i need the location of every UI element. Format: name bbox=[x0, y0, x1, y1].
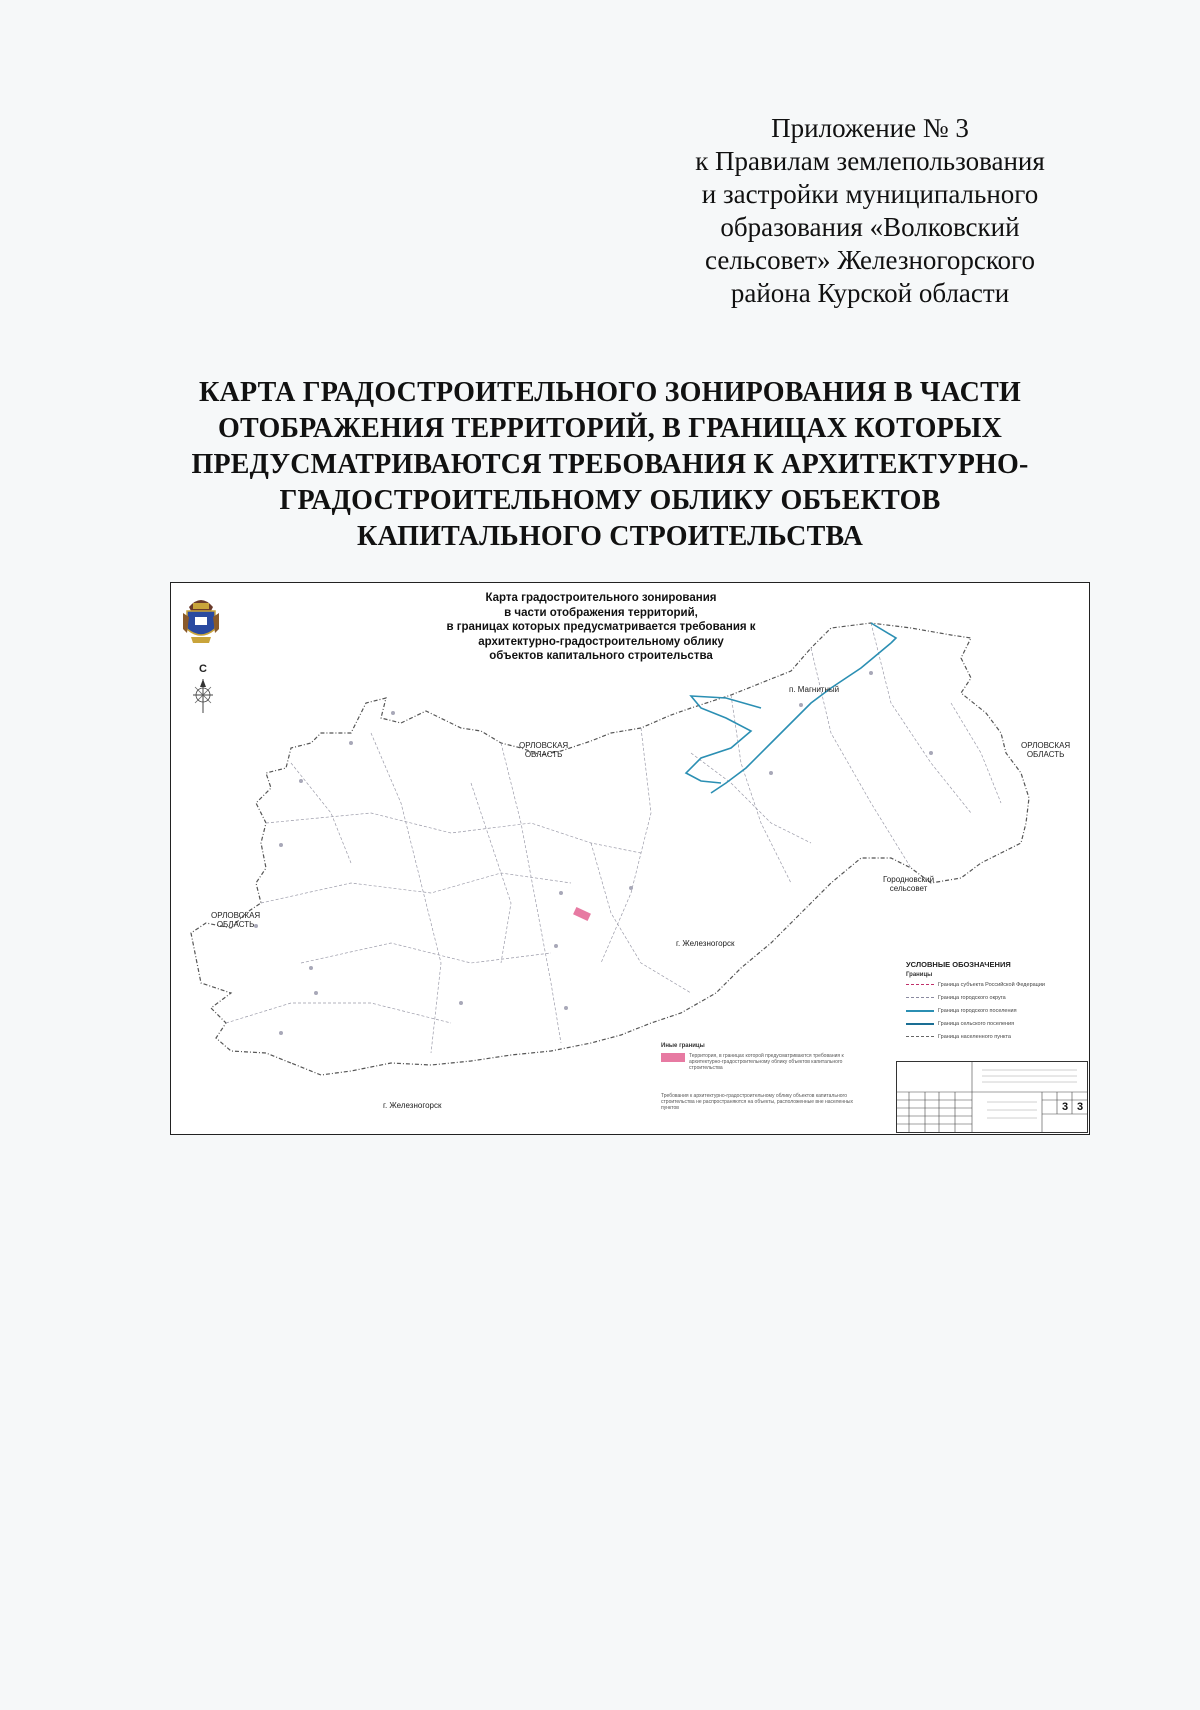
legend-item bbox=[906, 1017, 1076, 1030]
interior-lines bbox=[226, 623, 1001, 1053]
map-title-line: в границах которых предусматривается требования к bbox=[446, 621, 756, 633]
legend-item bbox=[906, 1004, 1076, 1017]
north-arrow-icon bbox=[189, 665, 217, 715]
legend-item-label: Граница городского поселения bbox=[938, 1007, 1017, 1014]
map-drawing bbox=[171, 583, 1089, 1134]
title-line: КАРТА ГРАДОСТРОИТЕЛЬНОГО ЗОНИРОВАНИЯ В ЧАСТИ bbox=[199, 377, 1021, 408]
legend-item bbox=[906, 991, 1076, 1004]
document-title bbox=[160, 375, 1060, 555]
map-legend bbox=[906, 960, 1076, 1043]
north-letter: С bbox=[199, 663, 207, 675]
appendix-line: к Правилам землепользования bbox=[695, 146, 1045, 176]
other-borders-item bbox=[661, 1053, 861, 1071]
appendix-line: образования «Волковский bbox=[720, 212, 1020, 242]
city-boundary bbox=[686, 643, 891, 793]
legend-swatch bbox=[906, 1010, 934, 1012]
legend-swatch bbox=[906, 1023, 934, 1025]
legend-item-label: Граница населенного пункта bbox=[938, 1033, 1011, 1040]
map-label-oryol-region: ОРЛОВСКАЯ ОБЛАСТЬ bbox=[211, 911, 261, 929]
legend-swatch bbox=[906, 984, 934, 985]
map-label-zheleznogorsk: г. Железногорск bbox=[676, 939, 735, 948]
title-line: ОТОБРАЖЕНИЯ ТЕРРИТОРИЙ, В ГРАНИЦАХ КОТОРЫХ bbox=[217, 413, 1003, 444]
appendix-line: района Курской области bbox=[730, 278, 1010, 308]
legend-item-label: Граница городского округа bbox=[938, 994, 1006, 1001]
legend-swatch bbox=[906, 1036, 934, 1037]
legend-item bbox=[906, 978, 1076, 991]
legend-item bbox=[906, 1030, 1076, 1043]
other-borders-legend bbox=[661, 1043, 861, 1071]
legend-subtitle: Границы bbox=[906, 972, 933, 978]
map-title-line: в части отображения территорий, bbox=[504, 606, 698, 619]
title-block bbox=[896, 1061, 1088, 1133]
sheet-number: 3 bbox=[1061, 1101, 1069, 1113]
appendix-block bbox=[640, 112, 1100, 310]
coat-of-arms-icon bbox=[181, 593, 221, 645]
legend-swatch bbox=[906, 997, 934, 998]
other-borders-title: Иные границы bbox=[661, 1043, 705, 1049]
appendix-line: и застройки муниципального bbox=[701, 179, 1039, 209]
title-line: КАПИТАЛЬНОГО СТРОИТЕЛЬСТВА bbox=[356, 521, 863, 552]
appendix-line: сельсовет» Железногорского bbox=[705, 245, 1035, 275]
map-title-line: объектов капитального строительства bbox=[489, 650, 713, 662]
legend-item-label: Граница субъекта Российской Федерации bbox=[938, 981, 1045, 988]
map-title bbox=[431, 591, 771, 664]
requirements-swatch bbox=[661, 1053, 685, 1062]
map-label-zheleznogorsk: г. Железногорск bbox=[383, 1101, 442, 1110]
map-title-line: Карта градостроительного зонирования bbox=[485, 592, 717, 604]
zoning-map bbox=[170, 582, 1090, 1135]
map-label-gorodnovsky: Городновский сельсовет bbox=[883, 875, 935, 893]
map-note: Требования к архитектурно-градостроительному облику объектов капитального строительства не распространяются на объекты, расположенные вне населенных пунктов bbox=[661, 1093, 853, 1111]
appendix-line: Приложение № 3 bbox=[771, 113, 969, 143]
map-label-oryol-region: ОРЛОВСКАЯ ОБЛАСТЬ bbox=[519, 741, 569, 759]
territory-boundary bbox=[191, 623, 1029, 1075]
title-line: ПРЕДУСМАТРИВАЮТСЯ ТРЕБОВАНИЯ К АРХИТЕКТУРНО- bbox=[191, 449, 1029, 480]
title-block-grid bbox=[897, 1062, 1087, 1132]
sheets-total: 3 bbox=[1076, 1101, 1084, 1113]
requirements-area bbox=[573, 907, 591, 921]
map-title-line: архитектурно-градостроительному облику bbox=[478, 635, 724, 648]
legend-item-label: Граница сельского поселения bbox=[938, 1020, 1015, 1027]
legend-title: УСЛОВНЫЕ ОБОЗНАЧЕНИЯ bbox=[906, 960, 1011, 969]
title-line: ГРАДОСТРОИТЕЛЬНОМУ ОБЛИКУ ОБЪЕКТОВ bbox=[279, 485, 941, 516]
map-label-oryol-region: ОРЛОВСКАЯ ОБЛАСТЬ bbox=[1021, 741, 1071, 759]
map-label-magnitny: п. Магнитный bbox=[789, 685, 840, 694]
other-borders-label: Территория, в границах которой предусматриваются требования к архитектурно-градостроительному облику объектов капитального строительства bbox=[689, 1053, 844, 1071]
